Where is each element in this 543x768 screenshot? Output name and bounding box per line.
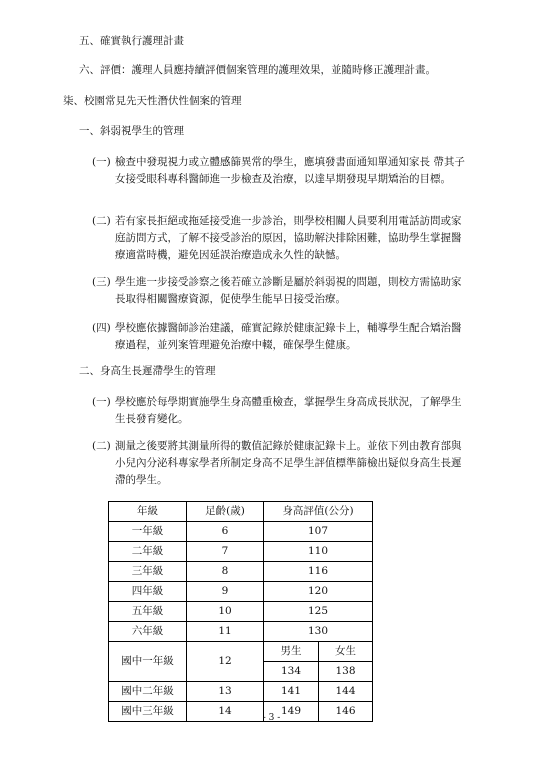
list-item-text: 學生進一步接受診察之後若確立診斷是屬於斜弱視的問題，則校方需協助家長取得相關醫療資源，促使學生能早日接受治療。 (115, 276, 462, 305)
subsection-heading-1: 一、斜弱視學生的管理 (79, 125, 184, 137)
heading-item-5: 五、確實執行護理計畫 (79, 35, 184, 47)
list-item-prefix: (四) (92, 322, 111, 334)
list-item-text: 學校應於每學期實施學生身高體重檢查，掌握學生身高成長狀況，了解學生生長發育變化。 (115, 396, 462, 425)
table-cell-male: 134 (264, 662, 319, 682)
table-cell-age: 9 (187, 582, 264, 602)
table-row (109, 582, 373, 602)
table-cell-female: 138 (319, 662, 373, 682)
table-cell-male: 141 (264, 682, 319, 702)
table-row (109, 522, 373, 542)
table-cell-age: 14 (187, 702, 264, 722)
list-item-prefix: (二) (92, 440, 111, 452)
list-item-prefix: (三) (92, 276, 111, 288)
list-item-prefix: (二) (92, 215, 111, 227)
table-cell-grade: 四年級 (109, 582, 187, 602)
table-cell-age: 7 (187, 542, 264, 562)
table-row (109, 682, 373, 702)
table-cell-grade: 六年級 (109, 622, 187, 642)
table-cell-value: 116 (264, 562, 373, 582)
table-row (109, 622, 373, 642)
list-item-prefix: (一) (92, 156, 111, 168)
height-standard-table (108, 501, 373, 722)
page-number: - 3 - (262, 713, 281, 723)
table-cell-grade: 一年級 (109, 522, 187, 542)
table-cell-female: 144 (319, 682, 373, 702)
table-cell-age: 12 (187, 642, 264, 682)
section-heading-7: 柒、校園常見先天性潛伏性個案的管理 (63, 95, 242, 107)
table-row (109, 642, 373, 662)
table-header-row (109, 502, 373, 522)
heading-item-6: 六、評價：護理人員應持續評價個案管理的護理效果，並隨時修正護理計畫。 (79, 64, 436, 76)
table-row (109, 562, 373, 582)
list-item-text: 若有家長拒絕或拖延接受進一步診治，則學校相關人員要利用電話訪問或家庭訪問方式，了解不接受診治的原因，協助解決排除困難，協助學生掌握醫療適當時機，避免因延誤治療造成永久性的缺憾。 (115, 215, 462, 261)
table-cell-value: 110 (264, 542, 373, 562)
table-cell-age: 10 (187, 602, 264, 622)
table-cell-value: 107 (264, 522, 373, 542)
table-cell-grade: 國中一年級 (109, 642, 187, 682)
table-cell-grade: 國中三年級 (109, 702, 187, 722)
table-cell-female: 146 (319, 702, 373, 722)
table-cell-grade: 五年級 (109, 602, 187, 622)
table-cell-value: 130 (264, 622, 373, 642)
list-item-prefix: (一) (92, 396, 111, 408)
table-cell-age: 13 (187, 682, 264, 702)
table-cell-gender-female: 女生 (319, 642, 373, 662)
table-cell-age: 6 (187, 522, 264, 542)
table-header-cell: 年級 (109, 502, 187, 522)
table-cell-grade: 三年級 (109, 562, 187, 582)
list-item-text: 學校應依據醫師診治建議，確實記錄於健康記錄卡上，輔導學生配合矯治醫療過程，並列案管理避免治療中輟，確保學生健康。 (115, 322, 462, 351)
table-cell-age: 8 (187, 562, 264, 582)
table-cell-gender-male: 男生 (264, 642, 319, 662)
subsection-heading-2: 二、身高生長遲滯學生的管理 (79, 365, 216, 377)
table-cell-value: 125 (264, 602, 373, 622)
table-header-cell: 足齡(歲) (187, 502, 264, 522)
table-row (109, 602, 373, 622)
table-cell-grade: 二年級 (109, 542, 187, 562)
table-header-cell: 身高評值(公分) (264, 502, 373, 522)
table-cell-grade: 國中二年級 (109, 682, 187, 702)
table-cell-value: 120 (264, 582, 373, 602)
table-cell-age: 11 (187, 622, 264, 642)
list-item-text: 測量之後要將其測量所得的數值記錄於健康記錄卡上。並依下列由教育部與小兒內分泌科專家學者所制定身高不足學生評值標準篩檢出疑似身高生長遲滯的學生。 (115, 440, 462, 486)
table-cell-male: 149 (264, 702, 319, 722)
table-row (109, 542, 373, 562)
list-item-text: 檢查中發現視力或立體感篩異常的學生，應填發書面通知單通知家長 帶其子女接受眼科專科醫師進一步檢查及治療，以達早期發現早期矯治的目標。 (115, 156, 465, 185)
